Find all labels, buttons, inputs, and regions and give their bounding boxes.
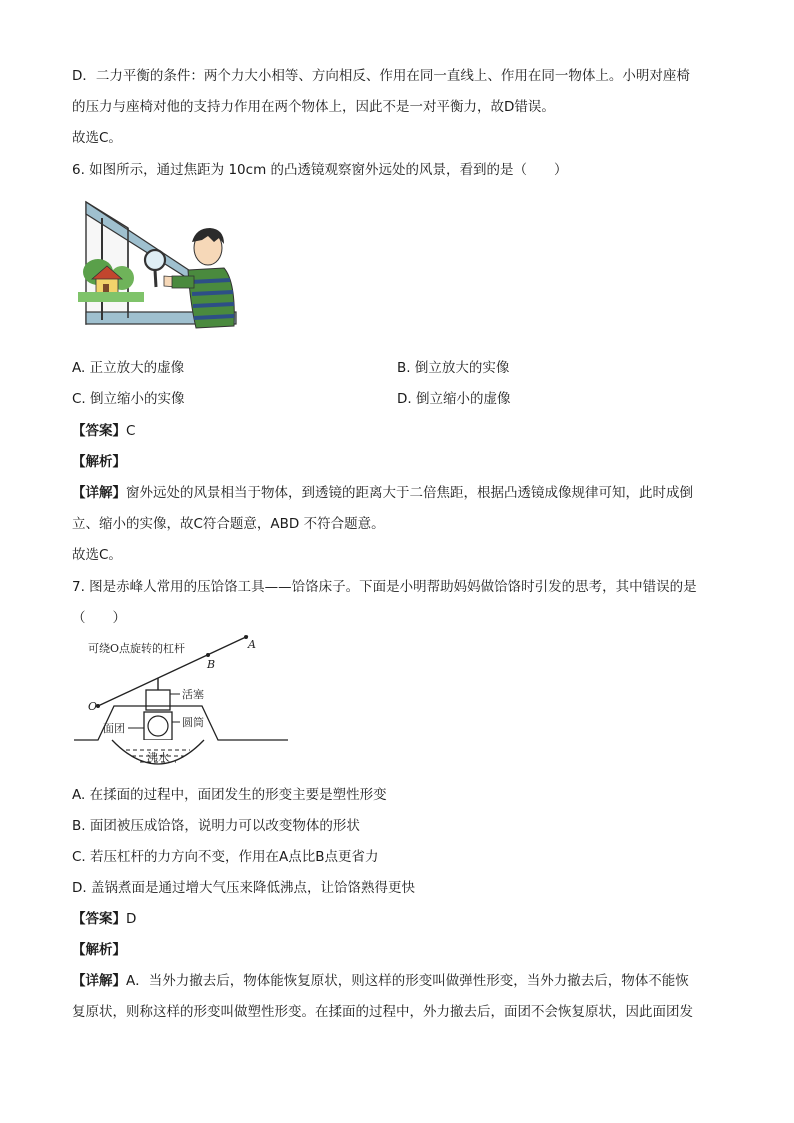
q7-detail-line1: 【详解】A．当外力撤去后，物体能恢复原状，则这样的形变叫做弹性形变，当外力撤去后，物体不能恢 <box>72 973 689 989</box>
point-o-label: O <box>88 700 98 713</box>
q6-option-a: A. 正立放大的虚像 <box>72 360 185 376</box>
dough-label: 面团 <box>103 722 125 735</box>
q7-analysis-tag: 【解析】 <box>72 942 126 958</box>
q7-option-c: C. 若压杠杆的力方向不变，作用在A点比B点更省力 <box>72 849 379 865</box>
cylinder-label: 圆筒 <box>182 716 204 729</box>
q5-option-d-line2: 的压力与座椅对他的支持力作用在两个物体上，因此不是一对平衡力，故D错误。 <box>72 99 555 115</box>
q7-detail-tag: 【详解】 <box>72 973 126 989</box>
q6-conclusion: 故选C。 <box>72 547 122 563</box>
q7-figure-noodle-press <box>72 632 292 774</box>
q6-detail-tag: 【详解】 <box>72 485 126 501</box>
lever-label: 可绕O点旋转的杠杆 <box>88 642 186 655</box>
water-label: 沸水 <box>147 751 169 764</box>
q7-answer-tag: 【答案】 <box>72 911 126 927</box>
q7-answer-line <box>72 909 732 929</box>
q7-detail-line2: 复原状，则称这样的形变叫做塑性形变。在揉面的过程中，外力撤去后，面团不会恢复原状，因此面团发 <box>72 1004 693 1020</box>
q6-answer-value: C <box>126 423 136 439</box>
q7-option-d: D. 盖锅煮面是通过增大气压来降低沸点，让饸饹熟得更快 <box>72 880 415 896</box>
q6-figure-boy-with-lens <box>72 192 244 332</box>
q7-stem-line2: （ ） <box>72 610 126 626</box>
q6-answer-tag: 【答案】 <box>72 423 126 439</box>
q7-answer-value: D <box>126 911 137 927</box>
q6-stem: 6. 如图所示，通过焦距为 10cm 的凸透镜观察窗外远处的风景，看到的是（ ） <box>72 162 568 178</box>
q6-option-d: D. 倒立缩小的虚像 <box>397 391 511 407</box>
q6-detail-line1: 【详解】窗外远处的风景相当于物体，到透镜的距离大于二倍焦距，根据凸透镜成像规律可知，此时成倒 <box>72 485 693 501</box>
q7-option-b: B. 面团被压成饸饹，说明力可以改变物体的形状 <box>72 818 360 834</box>
q6-option-b: B. 倒立放大的实像 <box>397 360 510 376</box>
q7-option-a: A. 在揉面的过程中，面团发生的形变主要是塑性形变 <box>72 787 387 803</box>
q5-option-d-line1: D．二力平衡的条件：两个力大小相等、方向相反、作用在同一直线上、作用在同一物体上。小明对座椅 <box>72 68 690 84</box>
q6-answer-line <box>72 421 732 441</box>
piston-label: 活塞 <box>182 688 204 701</box>
q6-analysis-tag: 【解析】 <box>72 454 126 470</box>
q5-conclusion: 故选C。 <box>72 130 122 146</box>
q7-stem-line1: 7. 图是赤峰人常用的压饸饹工具——饸饹床子。下面是小明帮助妈妈做饸饹时引发的思考，其中错误的是 <box>72 579 697 595</box>
point-a-label: A <box>248 638 256 651</box>
q6-option-c: C. 倒立缩小的实像 <box>72 391 185 407</box>
point-b-label: B <box>207 658 216 671</box>
q6-detail-line2: 立、缩小的实像，故C符合题意，ABD 不符合题意。 <box>72 516 385 532</box>
